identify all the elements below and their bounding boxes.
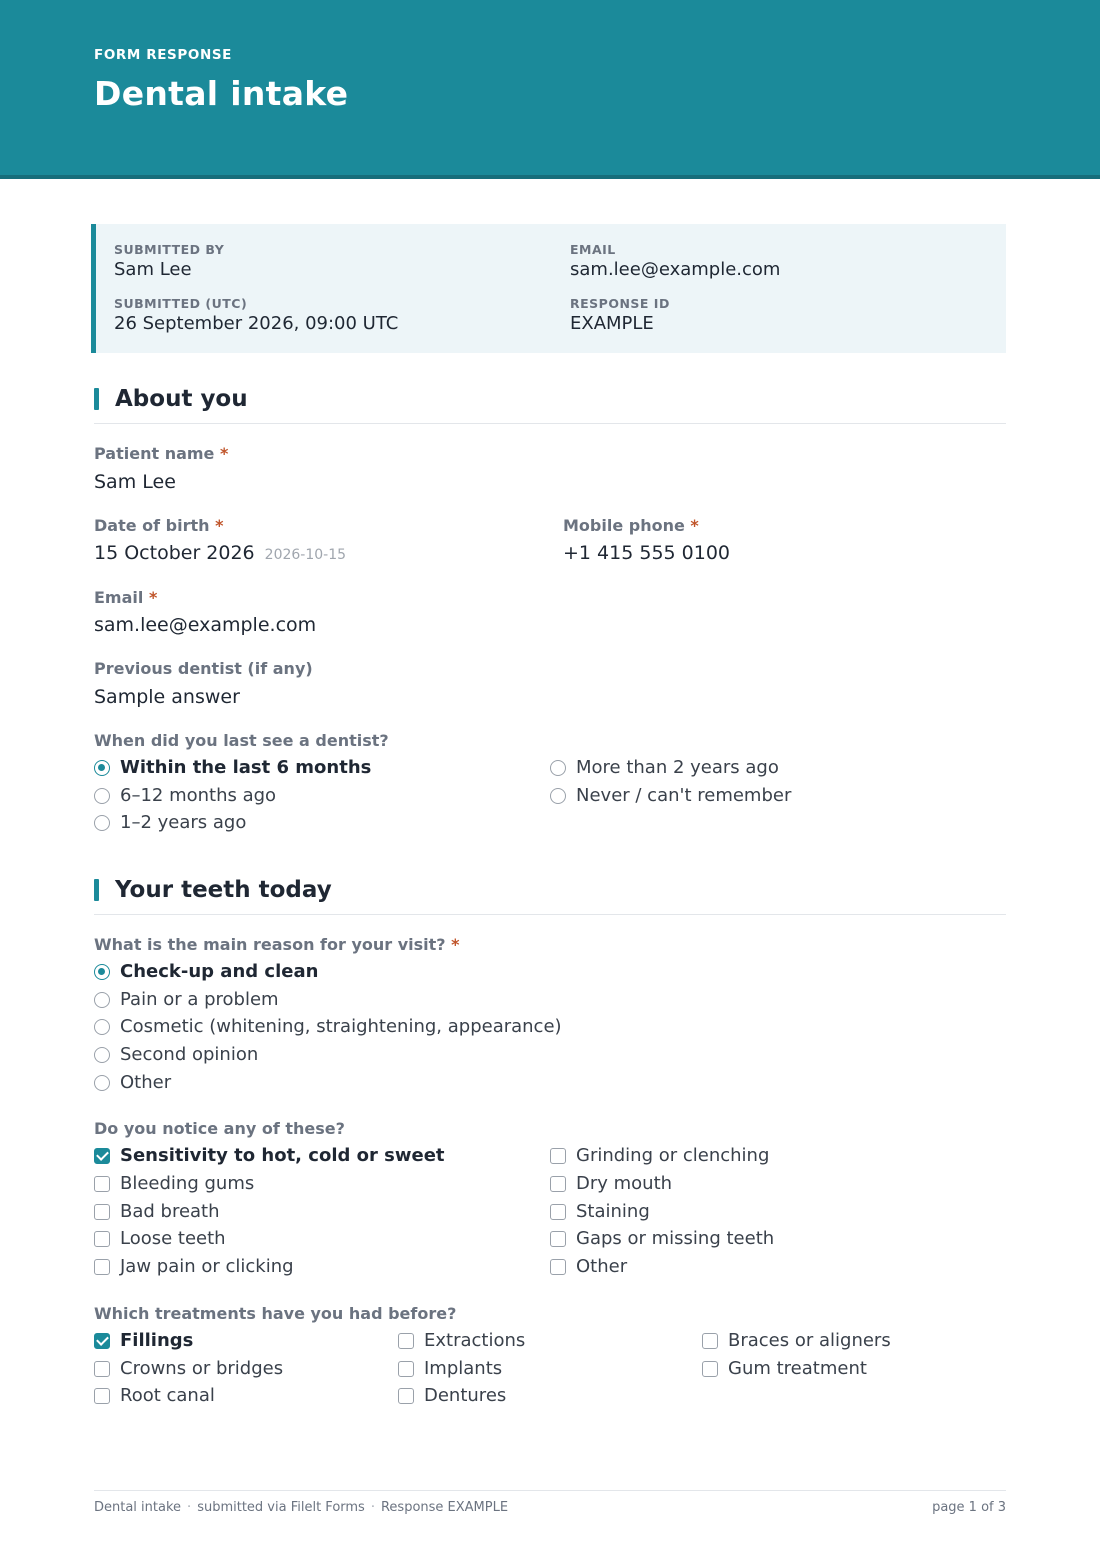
meta-submitted: [114, 296, 398, 336]
radio-empty-icon[interactable]: [550, 788, 566, 804]
option-label: Gum treatment: [728, 1358, 867, 1379]
checkbox-option[interactable]: [550, 1144, 769, 1168]
checkbox-empty-icon[interactable]: [702, 1333, 718, 1349]
section-accent-bar: [94, 388, 99, 410]
checkbox-option[interactable]: [94, 1255, 294, 1279]
option-label: Bleeding gums: [120, 1173, 255, 1194]
option-label: 1–2 years ago: [120, 812, 247, 833]
section-about-you: [94, 384, 1006, 424]
checkbox-option[interactable]: [550, 1255, 627, 1279]
radio-selected-icon[interactable]: [94, 760, 110, 776]
checkbox-empty-icon[interactable]: [94, 1388, 110, 1404]
footer-info: Dental intake · submitted via Filelt Forms · Response EXAMPLE: [94, 1500, 509, 1515]
symptoms-label: Do you notice any of these?: [94, 1119, 345, 1138]
checkbox-option[interactable]: [550, 1200, 650, 1224]
radio-option[interactable]: [94, 1043, 258, 1067]
option-label: 6–12 months ago: [120, 785, 277, 806]
checkbox-empty-icon[interactable]: [550, 1176, 566, 1192]
required-marker: *: [148, 588, 158, 607]
radio-option[interactable]: [94, 811, 246, 835]
radio-empty-icon[interactable]: [94, 1075, 110, 1091]
option-label: Grinding or clenching: [576, 1145, 770, 1166]
checkbox-option[interactable]: [94, 1227, 226, 1251]
option-label: Jaw pain or clicking: [120, 1256, 294, 1277]
required-marker: *: [451, 935, 460, 954]
meta-email-label: EMAIL: [570, 242, 616, 257]
option-label: Cosmetic (whitening, straightening, appearance): [120, 1016, 562, 1037]
checkbox-option[interactable]: [398, 1329, 525, 1353]
checkbox-empty-icon[interactable]: [550, 1259, 566, 1275]
radio-selected-icon[interactable]: [94, 964, 110, 980]
radio-empty-icon[interactable]: [94, 788, 110, 804]
required-marker: *: [219, 444, 229, 463]
required-marker: *: [690, 516, 699, 535]
checkbox-empty-icon[interactable]: [550, 1148, 566, 1164]
checkbox-empty-icon[interactable]: [94, 1231, 110, 1247]
checkbox-empty-icon[interactable]: [550, 1204, 566, 1220]
patient-name-label: Patient name *: [94, 444, 229, 463]
radio-empty-icon[interactable]: [94, 815, 110, 831]
checkbox-option[interactable]: [702, 1329, 891, 1353]
footer-page-number: page 1 of 3: [932, 1500, 1006, 1515]
meta-response-id-value: EXAMPLE: [570, 313, 654, 334]
option-label: Gaps or missing teeth: [576, 1228, 775, 1249]
option-label: Check-up and clean: [120, 961, 319, 982]
meta-email-value: sam.lee@example.com: [570, 259, 781, 280]
radio-option[interactable]: [550, 784, 791, 808]
checkbox-option[interactable]: [398, 1357, 502, 1381]
option-label: Dry mouth: [576, 1173, 673, 1194]
option-label: Crowns or bridges: [120, 1358, 284, 1379]
option-label: More than 2 years ago: [576, 757, 779, 778]
meta-submitted-value: 26 September 2026, 09:00 UTC: [114, 313, 399, 334]
checkbox-empty-icon[interactable]: [94, 1176, 110, 1192]
radio-option[interactable]: [94, 1071, 171, 1095]
checkbox-empty-icon[interactable]: [398, 1361, 414, 1377]
radio-option[interactable]: [94, 960, 318, 984]
checkbox-empty-icon[interactable]: [94, 1361, 110, 1377]
radio-option[interactable]: [94, 1015, 562, 1039]
email-value: sam.lee@example.com: [94, 614, 317, 636]
page-title: Dental intake: [94, 74, 349, 113]
option-label: Dentures: [424, 1385, 507, 1406]
submission-meta-card: [91, 224, 1006, 353]
meta-response-id-label: RESPONSE ID: [570, 296, 670, 311]
option-label: Second opinion: [120, 1044, 259, 1065]
meta-response-id: [570, 296, 670, 336]
radio-option[interactable]: [94, 988, 279, 1012]
page-footer: [94, 1490, 1006, 1515]
meta-submitted-by-label: SUBMITTED BY: [114, 242, 225, 257]
radio-empty-icon[interactable]: [94, 992, 110, 1008]
dob-value: 15 October 2026 2026-10-15: [94, 542, 347, 564]
treatments-label: Which treatments have you had before?: [94, 1304, 457, 1323]
meta-submitted-label: SUBMITTED (UTC): [114, 296, 248, 311]
checkbox-option[interactable]: [702, 1357, 867, 1381]
section-title: Your teeth today: [115, 877, 332, 903]
checkbox-option[interactable]: [94, 1384, 215, 1408]
checkbox-empty-icon[interactable]: [94, 1204, 110, 1220]
option-label: Root canal: [120, 1385, 215, 1406]
dob-iso: 2026-10-15: [264, 547, 347, 563]
patient-name-value: Sam Lee: [94, 471, 176, 493]
previous-dentist-value: Sample answer: [94, 686, 240, 708]
option-label: Loose teeth: [120, 1228, 226, 1249]
radio-empty-icon[interactable]: [94, 1047, 110, 1063]
checkbox-checked-icon[interactable]: [94, 1148, 110, 1164]
reason-label: What is the main reason for your visit? *: [94, 935, 460, 954]
option-label: Braces or aligners: [728, 1330, 891, 1351]
meta-email: [570, 242, 780, 282]
radio-empty-icon[interactable]: [550, 760, 566, 776]
option-label: Within the last 6 months: [120, 757, 372, 778]
option-label: Never / can't remember: [576, 785, 792, 806]
checkbox-option[interactable]: [550, 1227, 774, 1251]
checkbox-empty-icon[interactable]: [94, 1259, 110, 1275]
checkbox-option[interactable]: [550, 1172, 672, 1196]
section-title: About you: [115, 386, 248, 412]
option-label: Fillings: [120, 1330, 194, 1351]
checkbox-checked-icon[interactable]: [94, 1333, 110, 1349]
checkbox-empty-icon[interactable]: [550, 1231, 566, 1247]
radio-empty-icon[interactable]: [94, 1019, 110, 1035]
option-label: Sensitivity to hot, cold or sweet: [120, 1145, 445, 1166]
email-label: Email *: [94, 588, 158, 607]
header-eyebrow: FORM RESPONSE: [94, 47, 232, 63]
mobile-label: Mobile phone *: [563, 516, 699, 535]
previous-dentist-label: Previous dentist (if any): [94, 659, 313, 678]
checkbox-option[interactable]: [94, 1357, 283, 1381]
section-teeth-today: [94, 875, 1006, 915]
checkbox-option[interactable]: [94, 1329, 193, 1353]
page-header: [0, 0, 1100, 179]
option-label: Implants: [424, 1358, 503, 1379]
required-marker: *: [215, 516, 224, 535]
option-label: Other: [120, 1072, 172, 1093]
meta-submitted-by-value: Sam Lee: [114, 259, 192, 280]
section-accent-bar: [94, 879, 99, 901]
option-label: Staining: [576, 1201, 650, 1222]
mobile-value: +1 415 555 0100: [563, 542, 731, 564]
meta-submitted-by: [114, 242, 224, 282]
checkbox-option[interactable]: [94, 1172, 254, 1196]
checkbox-empty-icon[interactable]: [398, 1333, 414, 1349]
radio-option[interactable]: [94, 756, 371, 780]
option-label: Pain or a problem: [120, 989, 279, 1010]
dob-label: Date of birth *: [94, 516, 224, 535]
checkbox-option[interactable]: [94, 1144, 445, 1168]
option-label: Other: [576, 1256, 628, 1277]
checkbox-empty-icon[interactable]: [398, 1388, 414, 1404]
checkbox-option[interactable]: [398, 1384, 506, 1408]
option-label: Bad breath: [120, 1201, 220, 1222]
option-label: Extractions: [424, 1330, 526, 1351]
radio-option[interactable]: [550, 756, 779, 780]
checkbox-empty-icon[interactable]: [702, 1361, 718, 1377]
last-visit-label: When did you last see a dentist?: [94, 731, 389, 750]
checkbox-option[interactable]: [94, 1200, 220, 1224]
radio-option[interactable]: [94, 784, 276, 808]
